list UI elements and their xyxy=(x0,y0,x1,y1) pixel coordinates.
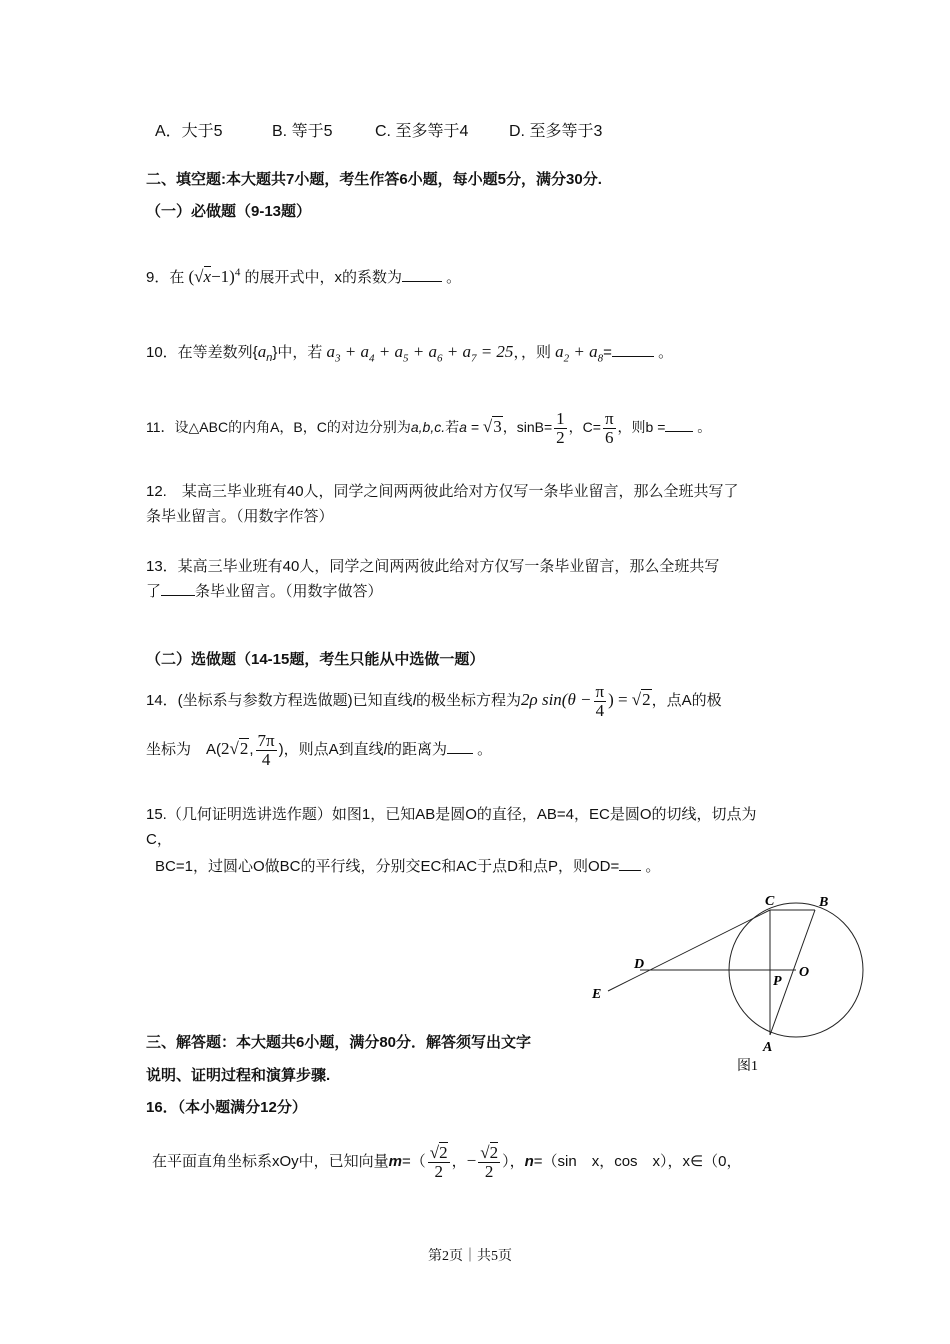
question-9 xyxy=(146,266,461,287)
q10-mid: }中，若 xyxy=(272,344,323,361)
q16-heading: 16．（本小题满分12分） xyxy=(146,1099,307,1116)
q11-blank[interactable] xyxy=(665,417,693,432)
q14-line2c: 的距离为 xyxy=(386,741,447,758)
q10-blank[interactable] xyxy=(612,342,654,357)
q15-line3-text: BC=1，过圆心O做BC的平行线，分别交EC和AC于点D和点P，则OD= xyxy=(155,858,620,875)
q9-end: 。 xyxy=(446,269,462,286)
q8-option-c: C. 至多等于4 xyxy=(375,123,469,140)
q14-sqrt2b: √2 xyxy=(229,739,249,758)
q14-text2: 的极坐标方程为 xyxy=(416,692,522,709)
q14-line2: 坐标为 A(2√2, $\frac{7\pi}{4}$ )，则点A到直线l的距离为 。 xyxy=(146,730,493,769)
label-a: A xyxy=(763,1040,773,1055)
q9-expr-tail: −1) xyxy=(211,267,235,286)
q10-n-sub: n xyxy=(266,352,273,364)
label-o: O xyxy=(799,965,810,980)
q14-text1: 14．(坐标系与参数方程选做题)已知直线 xyxy=(146,692,413,709)
q8-option-d: D. 至多等于3 xyxy=(509,123,603,140)
q14-expr-b: ) = xyxy=(608,690,628,709)
q16-text1: 在平面直角坐标系xOy中，已知向量 xyxy=(152,1153,389,1170)
q9-exponent: 4 xyxy=(234,266,241,279)
label-d: D xyxy=(634,957,645,972)
q16-eq: =（ xyxy=(402,1153,426,1170)
q9-expression: $(√x-1)^4$ xyxy=(188,266,241,286)
q11-text2: 若 xyxy=(445,419,460,435)
q11-c-eq: ，C= xyxy=(568,419,601,435)
label-e: E xyxy=(592,987,602,1002)
q16-m: m xyxy=(388,1153,403,1170)
q10-then: ，则 xyxy=(520,344,551,361)
label-b: B xyxy=(819,895,829,910)
q14-pi4: $\frac{\pi}{4}$ xyxy=(595,681,605,720)
q14-line2a: 坐标为 A( xyxy=(146,741,222,758)
q10-eq: = xyxy=(603,344,612,361)
label-p: P xyxy=(773,974,782,989)
q10-a: a xyxy=(257,342,267,361)
q14-7pi4: $\frac{7\pi}{4}$ xyxy=(257,730,275,769)
section3-line1: 三、解答题：本大题共6小题，满分80分．解答须写出文字 xyxy=(146,1034,532,1051)
q11-sinb: ，sinB= xyxy=(502,419,553,435)
label-c: C xyxy=(765,894,775,909)
q13-line2b: 条毕业留言。（用数字做答） xyxy=(195,583,383,600)
q11-abc: a,b,c. xyxy=(410,419,446,435)
q14-l2: l xyxy=(383,741,387,758)
page-footer: 第2页｜共5页 xyxy=(428,1249,512,1264)
q10-num: 10．在等差数列{ xyxy=(146,344,258,361)
q15-end: 。 xyxy=(645,858,661,875)
q11-tail: ，则b = xyxy=(617,419,666,435)
figure-caption: 图1 xyxy=(737,1059,758,1074)
q9-radicand: x xyxy=(203,267,212,286)
q15-line2: C， xyxy=(146,831,172,848)
section2-heading: 二、填空题:本大题共7小题，考生作答6小题，每小题5分，满分30分. xyxy=(146,171,602,188)
q16-minus: − xyxy=(466,1151,477,1170)
q13-line2a: 了 xyxy=(146,583,162,600)
q15-line1: 15.（几何证明选讲选作题）如图1，已知AB是圆O的直径，AB=4，EC是圆O的切线，切点为 xyxy=(146,806,757,823)
required-heading: （一）必做题（9-13题） xyxy=(146,203,312,220)
section3-line2: 说明、证明过程和演算步骤. xyxy=(146,1067,331,1084)
q16-n-def: =（sin x，cos x），x∈（0， xyxy=(533,1153,742,1170)
q10-end: 。 xyxy=(658,344,674,361)
q11-half: $\frac{1}{2}$ xyxy=(556,408,565,447)
q14-blank[interactable] xyxy=(447,739,473,754)
q15-line3 xyxy=(155,855,660,876)
line-ec xyxy=(608,910,770,991)
q16-n: n xyxy=(524,1153,534,1170)
q14-line2b: )，则点A到直线 xyxy=(278,741,384,758)
q14-expr-a: 2ρ sin(θ − xyxy=(521,690,592,709)
q11-end: 。 xyxy=(697,419,712,435)
q9-blank[interactable] xyxy=(402,267,442,282)
question-10: 10．在等差数列$\{a_n\}$中，若 $a_3 + a_4 + a_5 + a_6 + a_7 = 25$，，则 $a_2 + a_8=$ 。 xyxy=(146,342,674,365)
question-11 xyxy=(146,404,711,450)
q14-end: 。 xyxy=(477,741,493,758)
q14-text3: ，点A的极 xyxy=(651,692,722,709)
q12-line2: 条毕业留言。（用数字作答） xyxy=(146,508,334,525)
q13-blank[interactable] xyxy=(161,581,195,596)
q16-frac2: $\frac{√2}{2}$ xyxy=(480,1142,499,1181)
q11-text1: 11．设△ABC的内角A，B，C的对边分别为 xyxy=(146,419,411,435)
q9-num: 9．在 xyxy=(146,269,185,286)
q10-result: $a_2 + a_8$ xyxy=(555,342,604,365)
figure-1 xyxy=(580,885,880,1085)
optional-heading: （二）选做题（14-15题，考生只能从中选做一题） xyxy=(146,651,485,668)
q12-line1: 12. 某高三毕业班有40人，同学之间两两彼此给对方仅写一条毕业留言，那么全班共写了 xyxy=(146,483,739,500)
q14-l: l xyxy=(412,692,417,709)
q16-frac1: $\frac{√2}{2}$ xyxy=(429,1142,448,1181)
q16-close: ）， xyxy=(502,1153,525,1170)
q11-a-eq: a = xyxy=(459,419,479,435)
q15-blank[interactable] xyxy=(619,856,641,871)
q8-option-a: A．大于5 xyxy=(155,123,223,140)
q14-sqrt2: √2 xyxy=(631,690,651,709)
q14-two: 2 xyxy=(221,739,230,758)
q13-line1: 13．某高三毕业班有40人，同学之间两两彼此给对方仅写一条毕业留言，那么全班共写 xyxy=(146,558,720,575)
q16-text xyxy=(152,1136,741,1187)
q14-line1 xyxy=(146,677,722,724)
q8-option-b: B. 等于5 xyxy=(272,123,333,140)
q9-text: 的展开式中，x的系数为 xyxy=(244,269,402,286)
q10-sum: $a_3 + a_4 + a_5 + a_6 + a_7 = 25$ xyxy=(326,342,514,365)
q11-pi6: $\frac{\pi}{6}$ xyxy=(604,408,614,447)
q13-line2 xyxy=(146,580,383,601)
q16-comma: ， xyxy=(451,1153,467,1170)
q11-sqrt3: √3 xyxy=(482,417,502,436)
